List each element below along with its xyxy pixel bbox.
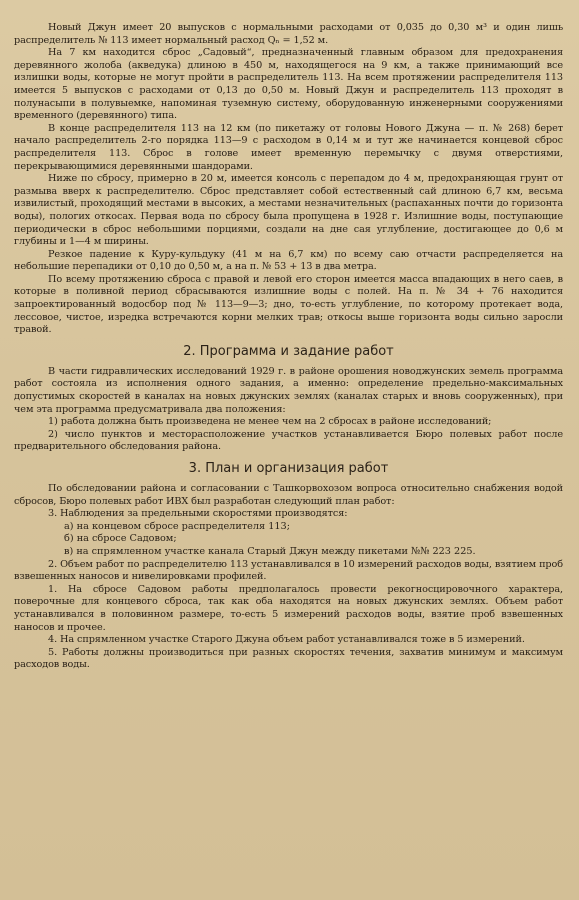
section-3-body <box>14 483 563 672</box>
section-3-heading: 3. План и организация работ <box>188 461 389 476</box>
list-item: 1) работа должна быть произведена не менее чем на 2 сбросах в районе исследований; <box>48 416 492 428</box>
paragraph: В части гидравлических исследований 1929 г. в районе орошения новоджунских земель программа работ состояла из исполнения одного задания, а именно: определение предельно-максимальных допустимых скоростей в каналах на новых джунских землях (каналах старых и вновь сооруженных), при чем эта программа предусматривала два положения: <box>14 365 563 415</box>
paragraph: По обследовании района и согласовании с Ташкорвохозом вопроса относительно снабжения водой сбросов, Бюро полевых работ ИВХ был разработан следующий план работ: <box>14 483 563 507</box>
paragraph: В конце распределителя 113 на 12 км (по пикетажу от головы Нового Джуна — п. № 268) берет начало распределитель 2-го порядка 113—9 с расходом в 0,14 м и тут же начинается концевой сброс распределителя 113. Сброс в голове имеет временную перемычку с двумя отверстиями, перекрывающимися деревянными шандорами. <box>14 122 563 172</box>
list-item: а) на концевом сбросе распределителя 113; <box>64 520 290 532</box>
section-2-body <box>14 366 563 454</box>
paragraph: Ниже по сбросу, примерно в 20 м, имеется консоль с перепадом до 4 м, предохраняющая грунт от размыва вверх к распределителю. Сброс представляет собой естественный сай длиною 6,7 км, весьма извилистый, проходящий местами в высоких, а местами незначительных (распаханных почти до горизонта воды), пологих откосах. Первая вода по сбросу была пропущена в 1928 г. Излишние воды, поступающие периодически в сброс небольшими порциями, создали на дне сая углубление, достигающее до 0,6 м глубины и 1—4 м ширины. <box>14 173 563 248</box>
paragraph: Новый Джун имеет 20 выпусков с нормальными расходами от 0,035 до 0,30 м³ и один лишь распределитель № 113 имеет нормальный расход Qₙ = 1,52 м. <box>14 22 563 46</box>
paragraph: 1. На сбросе Садовом работы предполагалось провести рекогносцировочного характера, поверочные для концевого сброса, так как оба находятся на новых джунских землях. Объем работ устанавливался в половинном размере, то-есть 5 измерений расходов воды, взятие проб взвешенных наносов и прочее. <box>14 583 563 633</box>
list-item: б) на сбросе Садовом; <box>64 533 177 545</box>
paragraph: 5. Работы должны производиться при разных скоростях течения, захватив минимум и максимум расходов воды. <box>14 646 563 671</box>
paragraph: На 7 км находится сброс „Садовый“, предназначенный главным образом для предохранения деревянного жолоба (акведука) длиною в 450 м, находящегося на 9 км, а также принимающий все излишки воды, которые не могут пройти в распределитель 113. На всем протяжении распределителя 113 имеется 5 выпусков с расходами от 0,13 до 0,50 м. Новый Джун и распределитель 113 проходят в полунасыпи в полувыемке, напоминая туземную систему, оборудованную инженерными сооружениями временного (деревянного) типа. <box>14 47 563 122</box>
list-item: 2) число пунктов и месторасположение участков устанавливается Бюро полевых работ после предварительного обследования района. <box>14 428 563 453</box>
paragraph: По всему протяжению сброса с правой и левой его сторон имеется масса впадающих в него саев, в которые в поливной период сбрасываются излишние воды с полей. На п. № 34 + 76 находится запроектированный водосбор под № 113—9—3; дно, то-есть углубление, по которому протекает вода, лессовое, чистое, изредка встречаются корни мелких трав; откосы выше горизонта воды сильно заросли травой. <box>14 273 563 336</box>
list-heading: 3. Наблюдения за предельными скоростями производятся: <box>48 508 348 520</box>
paragraph: 2. Объем работ по распределителю 113 устанавливался в 10 измерений расходов воды, взятием проб взвешенных наносов и нивелировками профилей. <box>14 558 563 583</box>
section-2-heading: 2. Программа и задание работ <box>183 343 394 359</box>
paragraph: 4. На спрямленном участке Старого Джуна объем работ устанавливался тоже в 5 измерений. <box>48 634 525 646</box>
intro-block <box>14 22 563 337</box>
paragraph: Резкое падение к Куру-кульдуку (41 м на 6,7 км) по всему саю отчасти распределяется на небольшие перепадики от 0,10 до 0,50 м, а на п. № 53 + 13 в два метра. <box>14 248 563 273</box>
list-item: в) на спрямленном участке канала Старый Джун между пикетами №№ 223 225. <box>64 545 476 557</box>
